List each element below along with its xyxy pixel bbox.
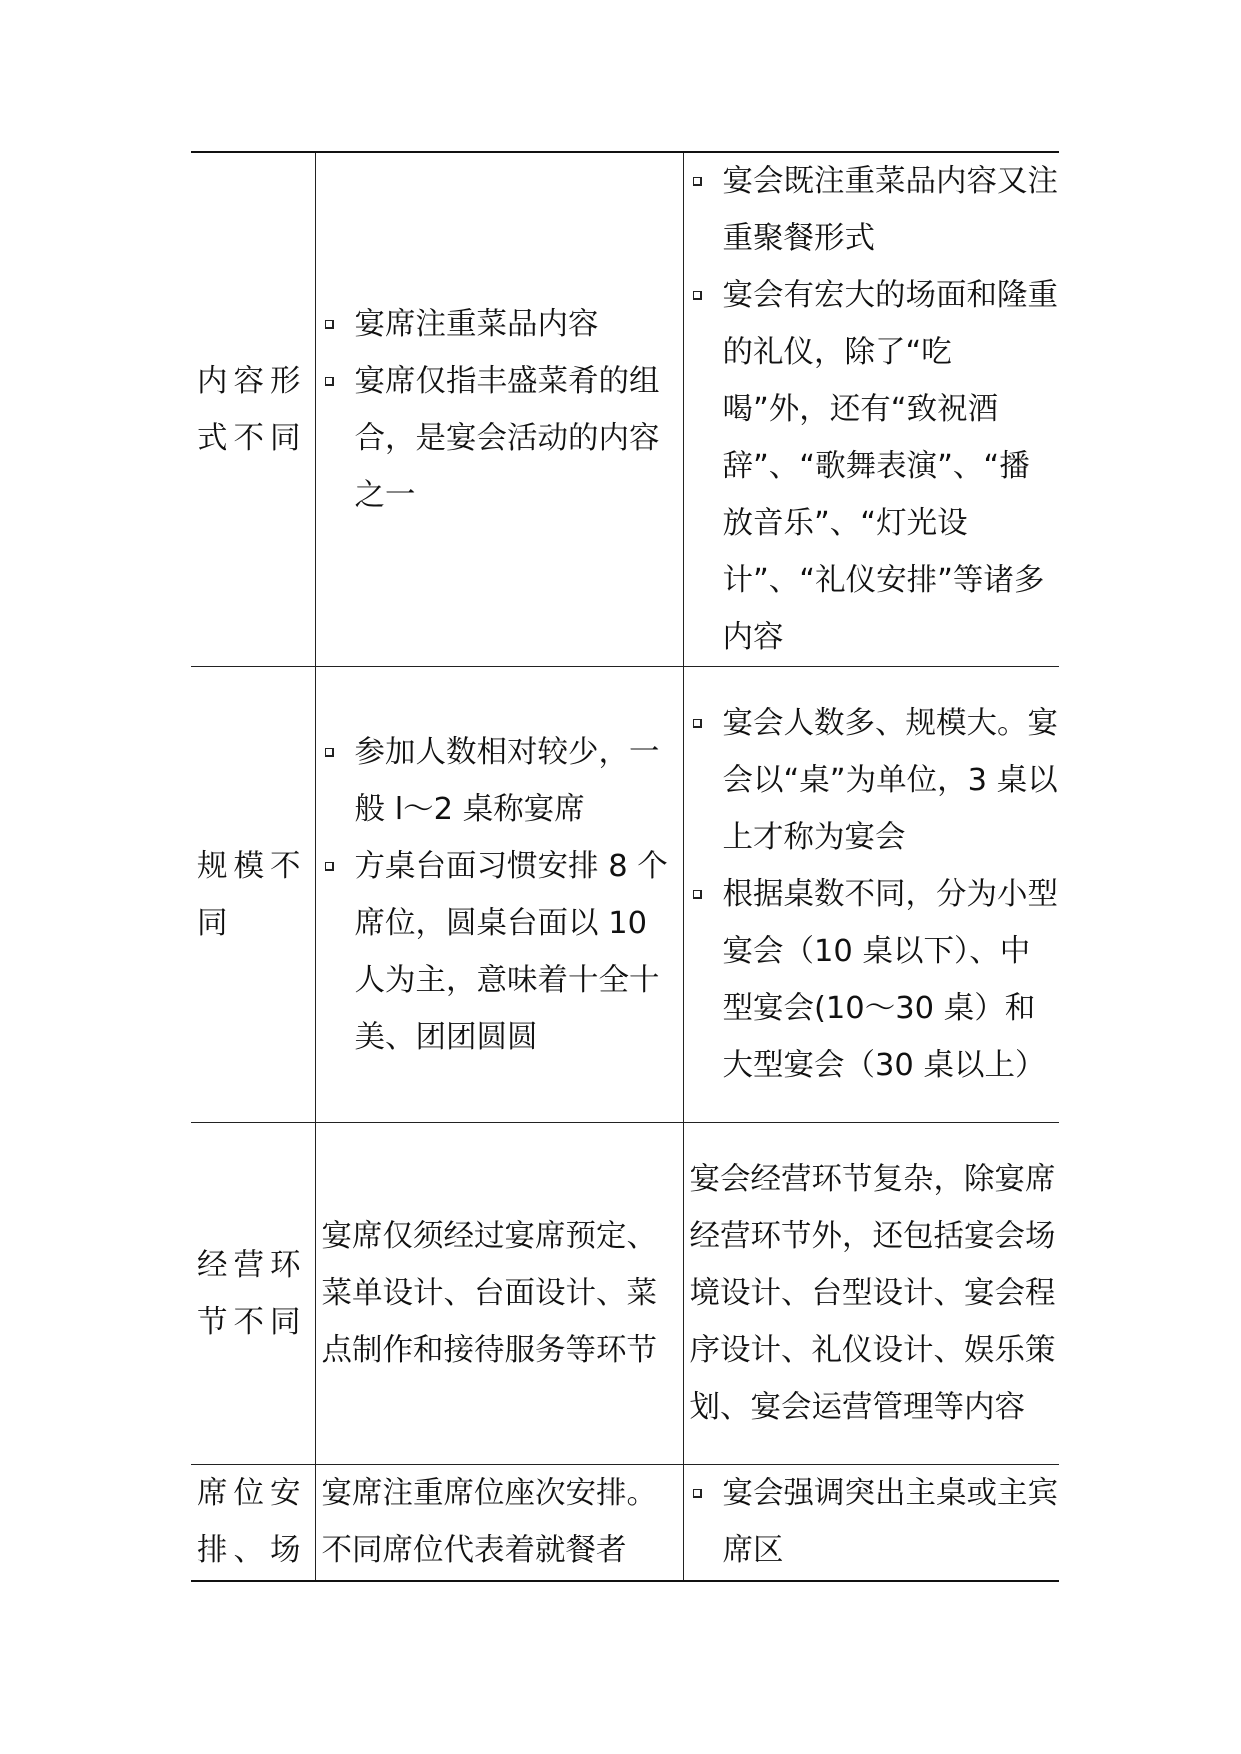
bullet-list xyxy=(322,724,683,1066)
list-item xyxy=(690,695,1060,866)
banquet-event-cell xyxy=(683,152,1059,667)
row-label: 席位安排、场 xyxy=(197,1476,307,1568)
item-text: 方桌台面习惯安排 8 个席位，圆桌台面以 10 人为主，意味着十全十美、团团圆圆 xyxy=(354,848,668,1055)
checkbox-bullet-icon xyxy=(693,1489,702,1498)
cell-text: 宴会经营环节复杂，除宴席经营环节外，还包括宴会场境设计、台型设计、宴会程序设计、礼仪设计、娱乐策划、宴会运营管理等内容 xyxy=(689,1162,1056,1425)
checkbox-bullet-icon xyxy=(325,748,334,757)
bullet-list xyxy=(322,296,683,524)
checkbox-bullet-icon xyxy=(693,177,702,186)
list-item xyxy=(690,267,1060,666)
banquet-seat-cell xyxy=(315,152,683,667)
bullet-list xyxy=(690,695,1060,1094)
checkbox-bullet-icon xyxy=(325,862,334,871)
list-item xyxy=(322,353,683,524)
item-text: 宴席注重菜品内容 xyxy=(354,306,599,342)
list-item xyxy=(322,724,683,838)
item-text: 宴会人数多、规模大。宴会以“桌”为单位，3 桌以上才称为宴会 xyxy=(722,706,1058,855)
checkbox-bullet-icon xyxy=(693,719,702,728)
banquet-seat-cell xyxy=(315,1465,683,1581)
list-item xyxy=(690,153,1060,267)
checkbox-bullet-icon xyxy=(325,320,334,329)
table-row xyxy=(191,1123,1059,1465)
checkbox-bullet-icon xyxy=(693,291,702,300)
banquet-event-cell xyxy=(683,667,1059,1123)
banquet-event-cell xyxy=(683,1123,1059,1465)
row-label-cell xyxy=(191,1123,315,1465)
banquet-event-cell xyxy=(683,1465,1059,1581)
checkbox-bullet-icon xyxy=(693,890,702,899)
list-item xyxy=(322,838,683,1066)
row-label-cell xyxy=(191,667,315,1123)
list-item xyxy=(690,866,1060,1094)
list-item xyxy=(322,296,683,353)
cell-text: 宴席仅须经过宴席预定、菜单设计、台面设计、菜点制作和接待服务等环节 xyxy=(321,1219,657,1368)
item-text: 宴会既注重菜品内容又注重聚餐形式 xyxy=(722,164,1058,256)
row-label: 内容形式不同 xyxy=(197,363,307,456)
row-label: 经营环节不同 xyxy=(197,1247,307,1340)
cell-text: 宴席注重席位座次安排。不同席位代表着就餐者 xyxy=(321,1476,657,1568)
bullet-list xyxy=(690,1465,1060,1579)
table-row xyxy=(191,667,1059,1123)
item-text: 参加人数相对较少，一般 l～2 桌称宴席 xyxy=(354,734,660,827)
banquet-seat-cell xyxy=(315,1123,683,1465)
row-label-cell xyxy=(191,152,315,667)
item-text: 宴席仅指丰盛菜肴的组合，是宴会活动的内容之一 xyxy=(354,363,660,513)
item-text: 根据桌数不同，分为小型宴会（10 桌以下）、中型宴会(10～30 桌）和大型宴会（30 桌以上） xyxy=(722,877,1058,1083)
row-label: 规模不同 xyxy=(197,848,307,941)
list-item xyxy=(690,1465,1060,1579)
row-label-cell xyxy=(191,1465,315,1581)
item-text: 宴会有宏大的场面和隆重的礼仪，除了“吃喝”外，还有“致祝酒辞”、“歌舞表演”、“播放音乐”、“灯光设计”、“礼仪安排”等诸多内容 xyxy=(722,278,1058,655)
banquet-seat-cell xyxy=(315,667,683,1123)
table-row xyxy=(191,1465,1059,1581)
bullet-list xyxy=(690,153,1060,666)
table-row xyxy=(191,152,1059,667)
checkbox-bullet-icon xyxy=(325,377,334,386)
item-text: 宴会强调突出主桌或主宾席区 xyxy=(722,1476,1058,1568)
comparison-table xyxy=(191,151,1059,1582)
